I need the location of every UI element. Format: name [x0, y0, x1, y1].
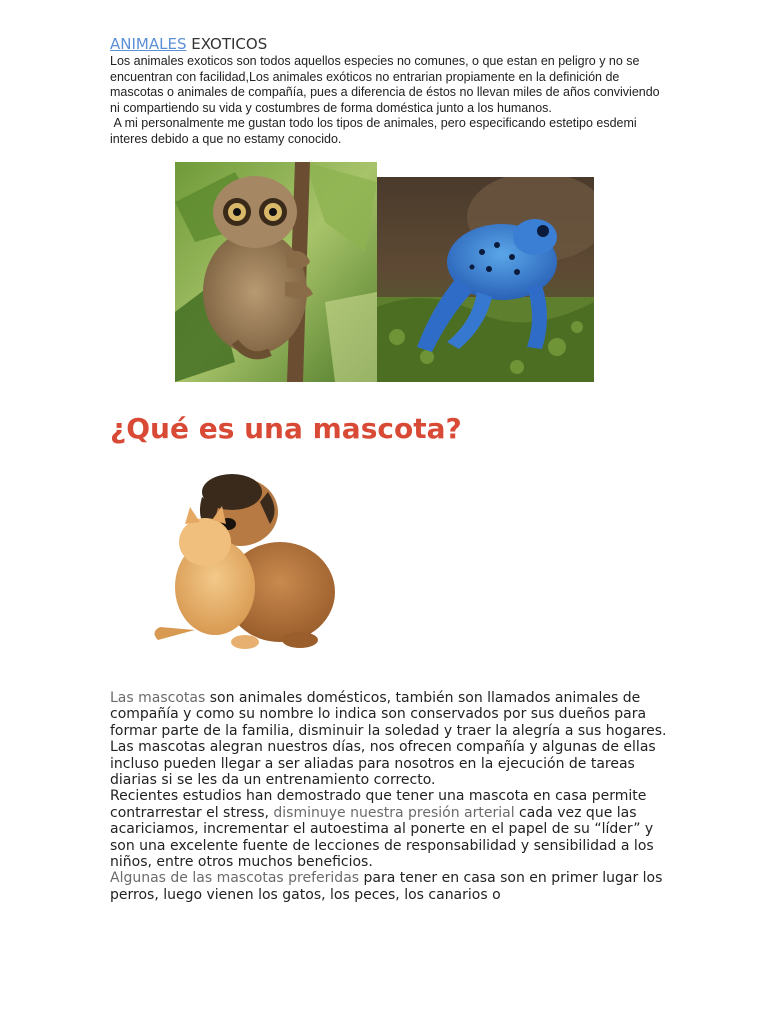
presion-arterial-link[interactable]: disminuye nuestra presión arterial: [273, 804, 515, 821]
body-paragraph-2-text-b: cada vez que las acariciamos, incrementar el autoestima al ponerte en el papel de su “líder” y son una excelente fuente de lecciones de responsabilidad y sensibilidad a los niños, entre otros muchos beneficios.: [110, 804, 654, 871]
blue-poison-frog-photo: [377, 177, 594, 382]
mascotas-preferidas-link[interactable]: Algunas de las mascotas preferidas: [110, 870, 360, 887]
section-heading: ¿Qué es una mascota?: [110, 412, 462, 445]
body-paragraph-1: [110, 690, 670, 788]
intro-paragraph-1: Los animales exoticos son todos aquellos especies no comunes, o que estan en peligro y no se encuentran con facilidad,Los animales exóticos no entrarian propiamente en la definición de mascotas o animales de compañía, pues a diferencia de éstos no llevan miles de años conviviendo ni compartiendo su vida y costumbres de forma doméstica junto a los humanos.: [110, 54, 660, 115]
title-rest: EXOTICOS: [186, 35, 268, 53]
tarsier-photo: [175, 162, 377, 382]
body-paragraph-2-text-a: Recientes estudios han demostrado que tener una mascota en casa permite contrarrestar el stress,: [110, 788, 647, 821]
body-paragraph-2: [110, 788, 670, 870]
body-paragraph-3: [110, 870, 670, 903]
body-paragraph-1-text: son animales domésticos, también son llamados animales de compañía y como su nombre lo indica son conservados por sus dueños para formar parte de la familia, disminuir la soledad y traer la alegría a sus hogares. Las mascotas alegran nuestros días, nos ofrecen compañía y algunas de ellas incluso pueden llegar a ser aliadas para nosotros en la ejecución de tareas diarias si se les da un entrenamiento correcto.: [110, 690, 667, 789]
intro-paragraph-2: A mi personalmente me gustan todo los tipos de animales, pero especificando estetipo esdemi interes debido a que no estamy conocido.: [110, 116, 641, 146]
body-paragraph-3-text: para tener en casa son en primer lugar los perros, luego vienen los gatos, los peces, los canarios o: [110, 870, 663, 903]
document-title: [110, 35, 267, 53]
las-mascotas-link[interactable]: Las mascotas: [110, 690, 206, 706]
animales-link[interactable]: ANIMALES: [110, 35, 187, 53]
intro-text: [110, 54, 670, 147]
body-text: [110, 690, 670, 903]
puppy-and-kitten-photo: [140, 462, 360, 662]
